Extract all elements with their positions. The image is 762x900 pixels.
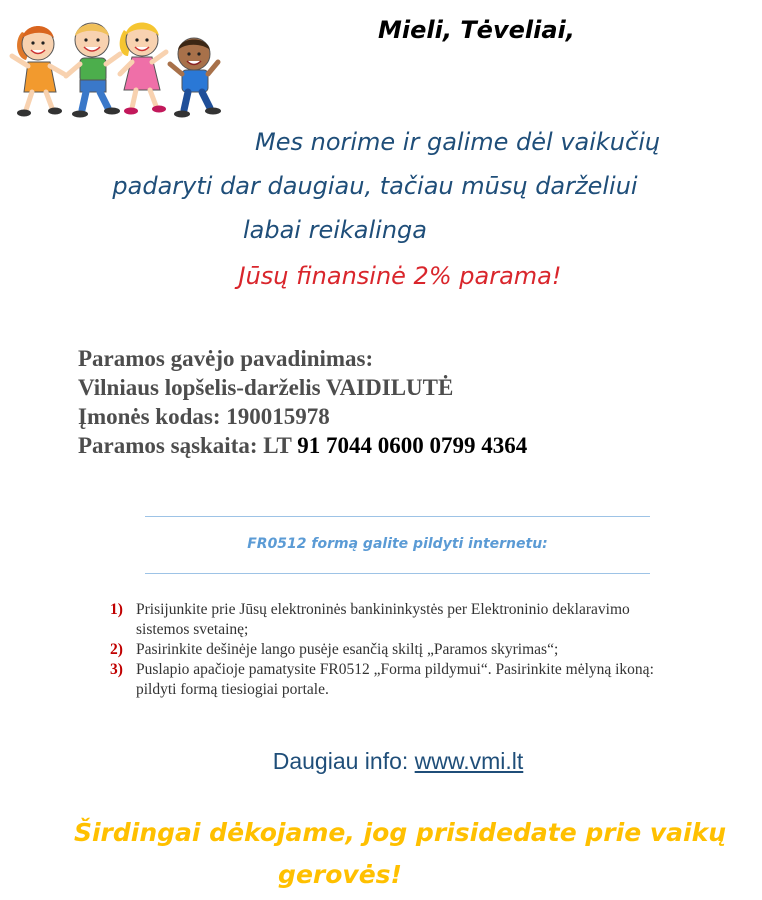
bank-account-label: Paramos sąskaita: LT	[78, 433, 298, 458]
thanks-message	[60, 812, 740, 896]
divider-bottom	[145, 573, 650, 574]
vmi-link[interactable]: www.vmi.lt	[414, 748, 524, 774]
recipient-title: Paramos gavėjo pavadinimas:	[78, 346, 374, 371]
thanks-line-2: gerovės!	[278, 860, 402, 889]
recipient-details	[78, 344, 527, 460]
step-number: 2)	[110, 641, 123, 658]
bank-account	[78, 431, 527, 460]
company-code: Įmonės kodas: 190015978	[78, 404, 330, 429]
step-text: Puslapio apačioje pamatysite FR0512 „Forma pildymui“. Pasirinkite mėlyną ikoną: pildyti formą tiesiogiai portale.	[136, 661, 654, 698]
instruction-steps	[110, 600, 670, 700]
intro-line-3: labai reikalinga	[242, 216, 427, 244]
form-note: FR0512 formą galite pildyti internetu:	[247, 536, 548, 552]
intro-line-1: Mes norime ir galime dėl vaikučių	[255, 128, 661, 156]
step-text: Pasirinkite dešinėje lango pusėje esančią skiltį „Paramos skyrimas“;	[136, 641, 559, 658]
more-info	[0, 748, 762, 775]
recipient-name: Vilniaus lopšelis-darželis VAIDILUTĖ	[78, 375, 454, 400]
greeting-heading: Mieli, Tėveliai,	[378, 16, 575, 44]
support-callout: Jūsų finansinė 2% parama!	[238, 262, 562, 290]
bank-account-number: 91 7044 0600 0799 4364	[297, 433, 528, 458]
kid-boy-green	[66, 23, 120, 118]
intro-paragraph	[90, 120, 730, 252]
kid-boy-blue	[170, 38, 221, 118]
list-item	[110, 640, 670, 660]
list-item	[110, 660, 670, 700]
step-number: 1)	[110, 601, 123, 618]
more-info-label: Daugiau info:	[272, 748, 415, 774]
divider-top	[145, 516, 650, 517]
kid-girl-orange	[12, 26, 64, 117]
intro-line-2: padaryti dar daugiau, tačiau mūsų darželiui	[112, 172, 638, 200]
kids-illustration	[4, 10, 224, 122]
list-item	[110, 600, 670, 640]
step-number: 3)	[110, 661, 123, 678]
thanks-line-1: Širdingai dėkojame, jog prisidedate prie vaikų	[73, 818, 727, 847]
step-text: Prisijunkite prie Jūsų elektroninės bankininkystės per Elektroninio deklaravimo sistemos svetainę;	[136, 601, 630, 638]
kid-girl-pink	[120, 23, 166, 115]
